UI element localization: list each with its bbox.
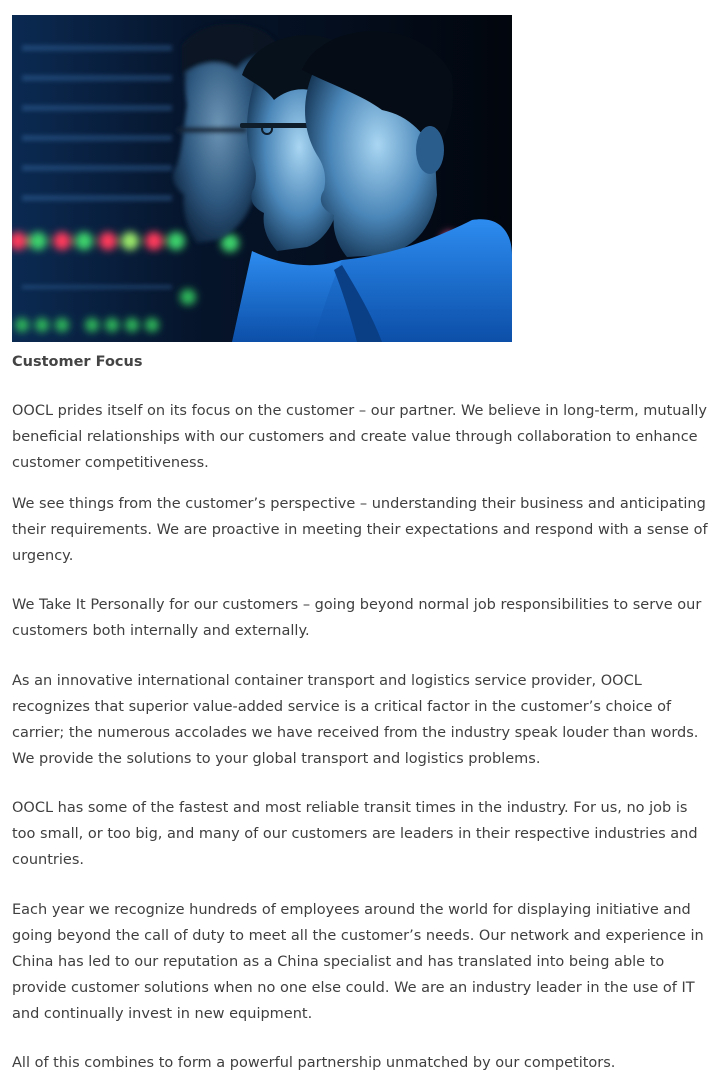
hero-photo [12, 15, 512, 342]
paragraph-customer-partner: OOCL prides itself on its focus on the customer – our partner. We believe in long-term, mutually beneficial relationships with our customers and create value through collaboration to enhance customer competitiveness. [12, 403, 708, 471]
section-heading: Customer Focus [12, 354, 143, 370]
hero-photo-illustration [12, 15, 512, 342]
paragraph-value-added-service: As an innovative international container transport and logistics service provider, OOCL recognizes that superior value-added service is a critical factor in the customer’s choice of carrier; the numerous accolades we have received from the industry speak louder than words. We provide the solutions to your global transport and logistics problems. [12, 673, 699, 767]
paragraph-take-it-personally: We Take It Personally for our customers – going beyond normal job responsibilities to serve our customers both internally and externally. [12, 597, 702, 639]
paragraph-employee-recognition: Each year we recognize hundreds of employees around the world for displaying initiative and going beyond the call of duty to meet all the customer’s needs. Our network and experience in China has led to our reputation as a China specialist and has translated into being able to provide customer solutions when no one else could. We are an industry leader in the use of IT and continually invest in new equipment. [12, 902, 704, 1022]
paragraph-transit-times: OOCL has some of the fastest and most reliable transit times in the industry. For us, no job is too small, or too big, and many of our customers are leaders in their respective industries and countries. [12, 800, 698, 868]
paragraph-customer-perspective: We see things from the customer’s perspective – understanding their business and anticipating their requirements. We are proactive in meeting their expectations and respond with a sense of urgency. [12, 496, 708, 564]
paragraph-partnership: All of this combines to form a powerful partnership unmatched by our competitors. [12, 1055, 616, 1071]
